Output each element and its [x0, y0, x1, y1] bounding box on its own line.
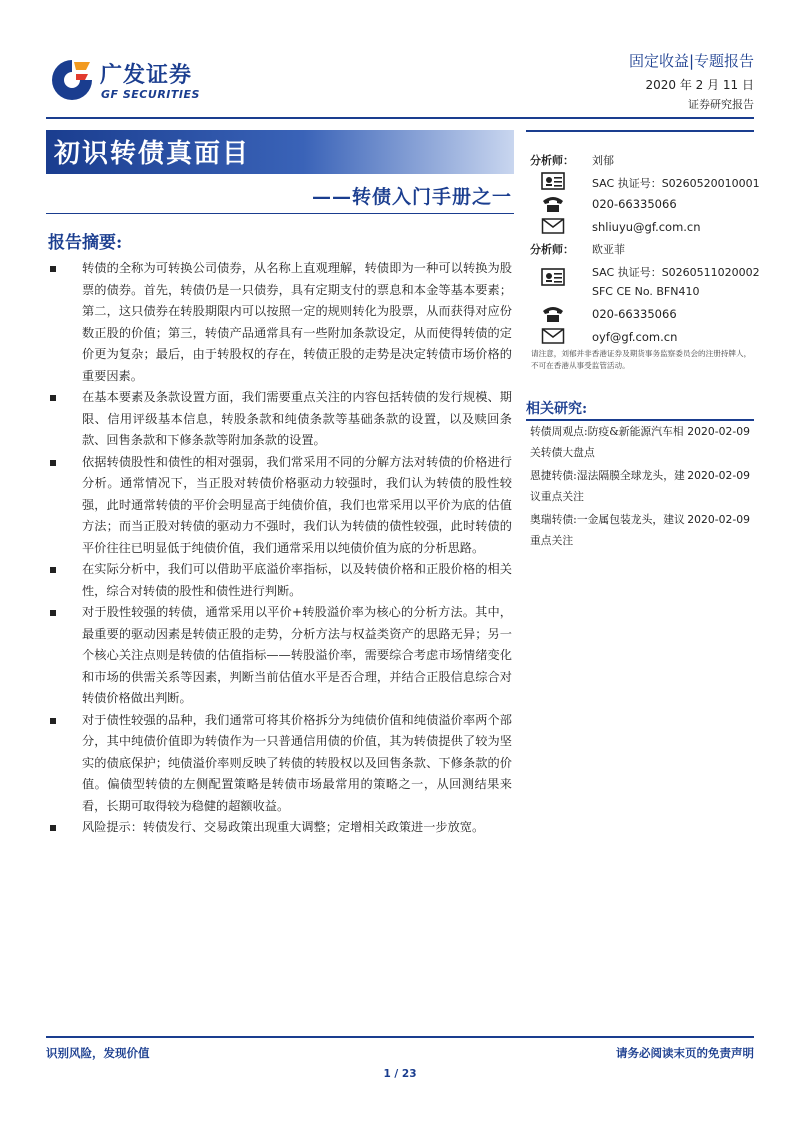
bullet-icon — [50, 718, 56, 724]
summary-bullet — [46, 452, 512, 560]
related-item-title[interactable]: 奥瑞转债:一金属包装龙头，建议重点关注 — [530, 513, 685, 547]
bullet-icon — [50, 266, 56, 272]
bullet-text: 在实际分析中，我们可以借助平底溢价率指标，以及转债价格和正股价格的相关性，综合对转债的股性和债性进行判断。 — [82, 562, 512, 598]
bullet-text: 对于股性较强的转债，通常采用以平价+转股溢价率为核心的分析方法。其中，最重要的驱动因素是转债正股的走势，分析方法与权益类资产的思路无异；另一个核心关注点则是转债的估值指标——转股溢价率，需要综合考虑市场情绪变化和市场的供需关系等因素，判断当前估值水平是否合理，并结合正股信息综合对转债价格做出判断。 — [82, 605, 512, 705]
bullet-icon — [50, 610, 56, 616]
summary-bullet — [46, 817, 512, 839]
bullet-icon — [50, 567, 56, 573]
report-date: 2020 年 2 月 11 日 — [645, 78, 754, 92]
summary-bullet — [46, 710, 512, 818]
related-item-date: 2020-02-09 — [687, 513, 750, 526]
bullet-text: 风险提示：转债发行、交易政策出现重大调整；定增相关政策进一步放宽。 — [82, 820, 485, 834]
related-item-title[interactable]: 恩捷转债:湿法隔膜全球龙头，建议重点关注 — [530, 469, 685, 503]
summary-bullet — [46, 258, 512, 387]
analyst-1-name: 刘郁 — [592, 154, 614, 167]
page-number: 1 / 23 — [383, 1068, 417, 1080]
related-item-title[interactable]: 转债周观点:防疫&新能源汽车相关转债大盘点 — [530, 425, 684, 459]
bullet-text: 在基本要素及条款设置方面，我们需要重点关注的内容包括转债的发行规模、期限、信用评级基本信息，转股条款和纯债条款等基础条款的设置，以及赎回条款、回售条款和下修条款等附加条款的设置。 — [82, 390, 512, 447]
summary-bullet — [46, 387, 512, 452]
summary-list — [46, 258, 512, 839]
analyst-1-label: 分析师： — [530, 154, 574, 167]
bullet-icon — [50, 825, 56, 831]
related-item[interactable] — [530, 421, 754, 463]
summary-bullet — [46, 602, 512, 710]
gf-logo-icon — [50, 58, 94, 102]
related-item-date: 2020-02-09 — [687, 469, 750, 482]
email-icon — [541, 327, 565, 345]
summary-heading: 报告摘要: — [48, 233, 123, 253]
related-item[interactable] — [530, 465, 754, 507]
analyst-2-sfc: SFC CE No. BFN410 — [592, 285, 700, 298]
related-item[interactable] — [530, 509, 754, 551]
phone-icon — [541, 195, 565, 213]
bullet-icon — [50, 395, 56, 401]
bullet-text: 对于债性较强的品种，我们通常可将其价格拆分为纯债价值和纯债溢价率两个部分，其中纯债价值即为转债作为一只普通信用债的价值，其为转债提供了较为坚实的债底保护；纯债溢价率则反映了转债的转股权以及回售条款、下修条款的价值。偏债型转债的左侧配置策略是转债市场最常用的策略之一，从回测结果来看，长期可取得较为稳健的超额收益。 — [82, 712, 512, 813]
analyst-2-label: 分析师： — [530, 243, 574, 256]
footer-disclaimer: 请务必阅读末页的免责声明 — [616, 1046, 754, 1060]
analyst-1-phone: 020-66335066 — [592, 197, 677, 211]
footer-divider — [46, 1036, 754, 1038]
regulatory-note: 请注意，刘郁并非香港证券及期货事务监察委员会的注册持牌人，不可在香港从事受监管活动。 — [531, 349, 752, 370]
related-research-heading: 相关研究: — [526, 401, 588, 417]
report-type: 固定收益|专题报告 — [628, 52, 754, 70]
bullet-text: 转债的全称为可转换公司债券，从名称上直观理解，转债即为一种可以转换为股票的债券。首先，转债仍是一只债券，具有定期支付的票息和本金等基本要素；第二，这只债券在转股期限内可以按照一定的规则转化为股票，从而获得对应份数正股的价值；第三，转债产品通常具有一些附加条款设定，从而使得转债的定价更为复杂；最后，由于转股权的存在，转债正股的走势是决定转债市场价格的重要因素。 — [82, 261, 512, 383]
page-subtitle: ——转债入门手册之一 — [311, 186, 512, 208]
analyst-panel-divider — [526, 130, 754, 132]
footer-slogan: 识别风险，发现价值 — [46, 1046, 150, 1060]
report-category: 证券研究报告 — [688, 98, 754, 111]
analyst-2-cert: SAC 执证号：S0260511020002 — [592, 266, 760, 279]
summary-bullet — [46, 559, 512, 602]
header-divider — [46, 117, 754, 119]
analyst-1-email[interactable]: shliuyu@gf.com.cn — [592, 220, 701, 234]
page-title: 初识转债真面目 — [54, 139, 251, 169]
analyst-2-name: 欧亚菲 — [592, 243, 625, 256]
phone-icon — [541, 305, 565, 323]
title-divider — [46, 213, 514, 214]
bullet-text: 依据转债股性和债性的相对强弱，我们常采用不同的分解方法对转债的价格进行分析。通常情况下，当正股对转债价格驱动力较强时，我们认为转债的股性较强，此时通常转债的平价会明显高于纯债价值，我们也常采用以平价为底的估值方法；而当正股对转债的驱动力不强时，我们认为转债的债性较强，此时转债的平价往往已明显低于纯债价值，我们通常采用以纯债价值为底的分析思路。 — [82, 454, 512, 555]
analyst-2-email[interactable]: oyf@gf.com.cn — [592, 330, 678, 344]
id-card-icon — [541, 172, 565, 190]
brand-name-cn: 广发证券 — [100, 63, 193, 88]
email-icon — [541, 217, 565, 235]
bullet-icon — [50, 460, 56, 466]
analyst-1-cert: SAC 执证号：S0260520010001 — [592, 177, 760, 190]
brand-name-en: GF SECURITIES — [101, 88, 200, 101]
analyst-2-phone: 020-66335066 — [592, 307, 677, 321]
id-card-icon — [541, 268, 565, 286]
related-item-date: 2020-02-09 — [687, 425, 750, 438]
